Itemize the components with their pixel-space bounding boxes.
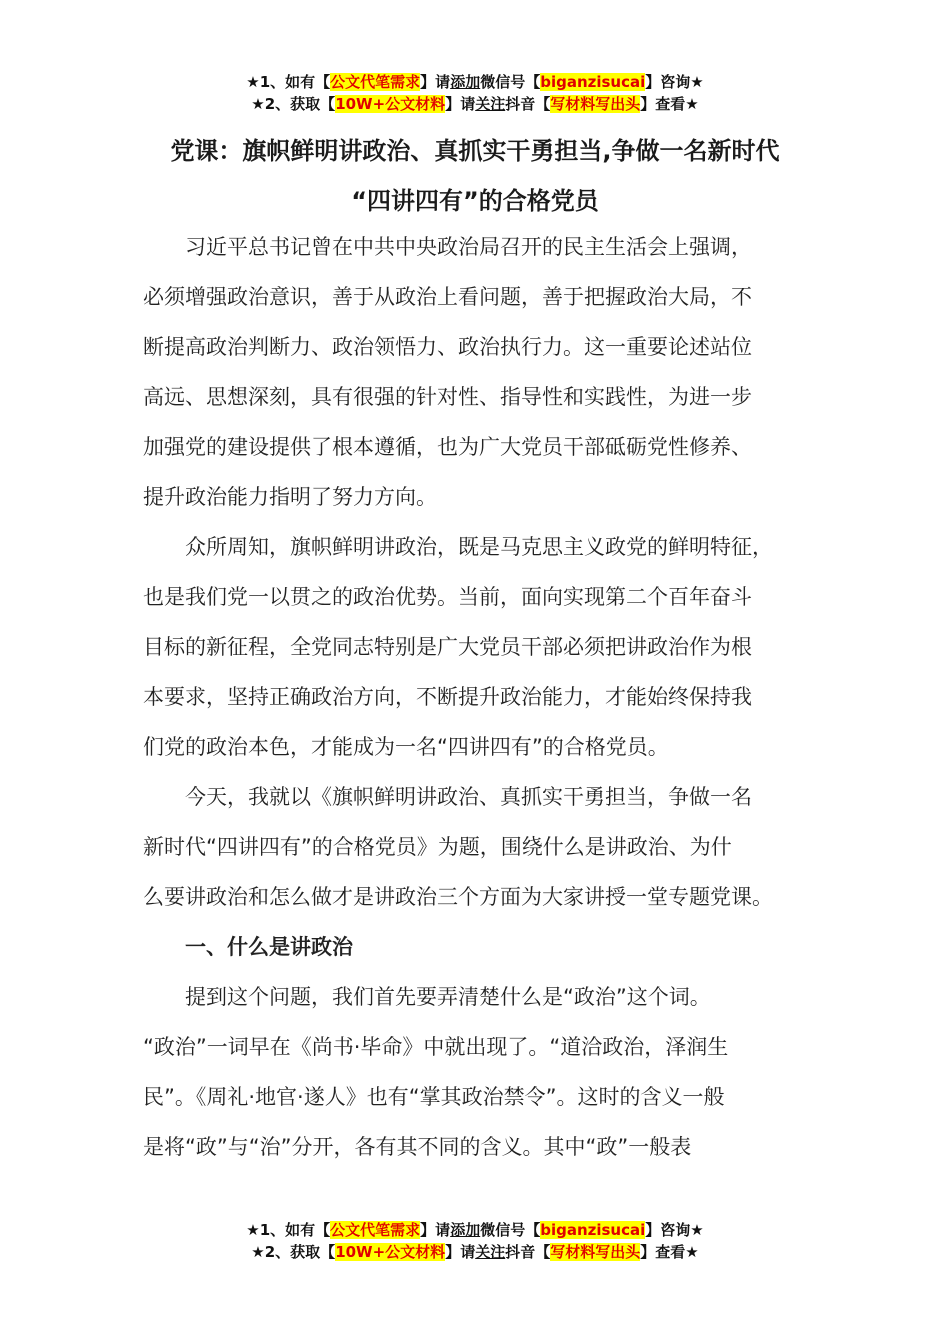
banner-line-1 (0, 71, 950, 93)
text-line: 断提高政治判断力、政治领悟力、政治执行力。这一重要论述站位 (143, 335, 752, 359)
text-line: 提到这个问题，我们首先要弄清楚什么是“政治”这个词。 (185, 985, 711, 1009)
text-line: 今天，我就以《旗帜鲜明讲政治、真抓实干勇担当，争做一名 (185, 785, 752, 809)
banner-highlight: 公文代笔需求 (330, 73, 421, 91)
banner-text: ★2、获取【 (251, 1243, 336, 1261)
paragraph-2 (143, 522, 813, 772)
section-heading-1: 一、什么是讲政治 (185, 935, 353, 959)
header-banner (0, 71, 950, 115)
banner-line-1 (0, 1219, 950, 1241)
banner-text: 抖音【 (505, 95, 551, 113)
banner-line-2 (0, 1241, 950, 1263)
banner-underline: 关注 (475, 1243, 506, 1261)
text-line: 必须增强政治意识，善于从政治上看问题，善于把握政治大局，不 (143, 285, 752, 309)
text-line: 众所周知，旗帜鲜明讲政治，既是马克思主义政党的鲜明特征， (185, 535, 773, 559)
text-line: 提升政治能力指明了努力方向。 (143, 485, 437, 509)
banner-text: 】请 (445, 95, 476, 113)
banner-underline: 添加 (450, 73, 481, 91)
banner-line-2 (0, 93, 950, 115)
banner-douyin-id: 写材料写出头 (550, 1243, 641, 1261)
banner-text: ★1、如有【 (246, 1221, 331, 1239)
banner-highlight: 公文代笔需求 (330, 1221, 421, 1239)
banner-douyin-id: 写材料写出头 (550, 95, 641, 113)
text-line: 高远、思想深刻，具有很强的针对性、指导性和实践性，为进一步 (143, 385, 752, 409)
banner-underline: 关注 (475, 95, 506, 113)
banner-wechat-id: biganzisucai (540, 73, 646, 91)
banner-text: 微信号【 (480, 73, 541, 91)
banner-text: 】查看★ (640, 95, 699, 113)
text-line: 们党的政治本色，才能成为一名“四讲四有”的合格党员。 (143, 735, 669, 759)
text-line: 么要讲政治和怎么做才是讲政治三个方面为大家讲授一堂专题党课。 (143, 885, 773, 909)
text-line: 是将“政”与“治”分开，各有其不同的含义。其中“政”一般表 (143, 1135, 692, 1159)
banner-text: ★2、获取【 (251, 95, 336, 113)
title-line-1: 党课：旗帜鲜明讲政治、真抓实干勇担当,争做一名新时代 (170, 137, 780, 165)
paragraph-1 (143, 222, 813, 522)
banner-highlight: 10W+公文材料 (335, 1243, 446, 1261)
document-body (143, 222, 813, 1172)
banner-text: 】请 (420, 73, 451, 91)
banner-highlight: 10W+公文材料 (335, 95, 446, 113)
text-line: 目标的新征程，全党同志特别是广大党员干部必须把讲政治作为根 (143, 635, 752, 659)
banner-text: 】请 (445, 1243, 476, 1261)
banner-text: 】请 (420, 1221, 451, 1239)
text-line: 本要求，坚持正确政治方向，不断提升政治能力，才能始终保持我 (143, 685, 752, 709)
paragraph-4 (143, 972, 813, 1172)
text-line: 加强党的建设提供了根本遵循，也为广大党员干部砥砺党性修养、 (143, 435, 752, 459)
banner-underline: 添加 (450, 1221, 481, 1239)
banner-text: ★1、如有【 (246, 73, 331, 91)
paragraph-3 (143, 772, 813, 922)
text-line: 民”。《周礼·地官·遂人》也有“掌其政治禁令”。这时的含义一般 (143, 1085, 725, 1109)
title-line-2: “四讲四有”的合格党员 (351, 187, 599, 215)
text-line: 新时代“四讲四有”的合格党员》为题，围绕什么是讲政治、为什 (143, 835, 732, 859)
banner-text: 微信号【 (480, 1221, 541, 1239)
text-line: “政治”一词早在《尚书·毕命》中就出现了。“道洽政治，泽润生 (143, 1035, 729, 1059)
banner-text: 】咨询★ (645, 1221, 704, 1239)
banner-text: 】咨询★ (645, 73, 704, 91)
text-line: 也是我们党一以贯之的政治优势。当前，面向实现第二个百年奋斗 (143, 585, 752, 609)
document-title (140, 126, 810, 226)
text-line: 习近平总书记曾在中共中央政治局召开的民主生活会上强调， (185, 235, 752, 259)
banner-text: 】查看★ (640, 1243, 699, 1261)
footer-banner (0, 1219, 950, 1263)
banner-text: 抖音【 (505, 1243, 551, 1261)
banner-wechat-id: biganzisucai (540, 1221, 646, 1239)
